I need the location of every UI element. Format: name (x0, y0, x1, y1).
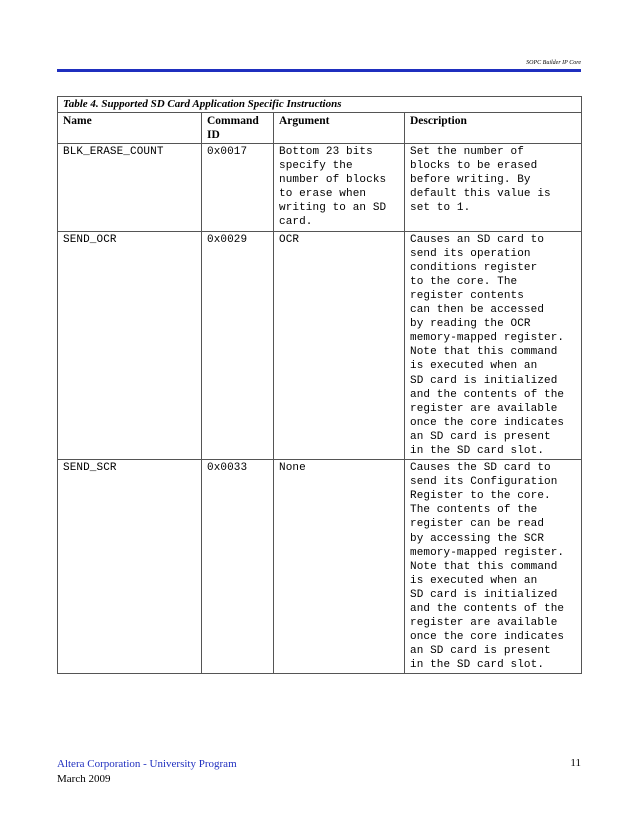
footer (57, 757, 237, 787)
cell-description: Causes the SD card to send its Configuration Register to the core. The contents of the register can be read by accessing the SCR memory-mapped register. Note that this command is executed when an SD card is initialized and the contents of the register are available once the core indicates an SD card is present in the SD card slot. (405, 460, 582, 674)
cell-description: Causes an SD card to send its operation conditions register to the core. The register contents can then be accessed by reading the OCR memory-mapped register. Note that this command is executed when an SD card is initialized and the contents of the register are available once the core indicates an SD card is present in the SD card slot. (405, 231, 582, 460)
table-header-row (58, 113, 582, 144)
cell-argument: OCR (274, 231, 405, 460)
footer-date: March 2009 (57, 773, 111, 785)
cell-argument: None (274, 460, 405, 674)
column-header-description: Description (405, 113, 582, 144)
table-row (58, 460, 582, 674)
table-row (58, 231, 582, 460)
cell-command-id: 0x0029 (202, 231, 274, 460)
cell-command-id: 0x0017 (202, 144, 274, 232)
cell-name: SEND_OCR (58, 231, 202, 460)
footer-organization: Altera Corporation - University Program (57, 758, 237, 770)
instructions-table (57, 96, 582, 674)
cell-name: BLK_ERASE_COUNT (58, 144, 202, 232)
column-header-name: Name (58, 113, 202, 144)
column-header-argument: Argument (274, 113, 405, 144)
column-header-command-id: Command ID (202, 113, 274, 144)
header-rule (57, 69, 581, 72)
cell-argument: Bottom 23 bits specify the number of blocks to erase when writing to an SD card. (274, 144, 405, 232)
page-number: 11 (570, 757, 581, 769)
cell-description: Set the number of blocks to be erased before writing. By default this value is set to 1. (405, 144, 582, 232)
cell-command-id: 0x0033 (202, 460, 274, 674)
running-header: SOPC Builder IP Core (526, 60, 581, 66)
table-row (58, 144, 582, 232)
cell-name: SEND_SCR (58, 460, 202, 674)
table-caption: Table 4. Supported SD Card Application Specific Instructions (58, 97, 582, 113)
table-caption-row (58, 97, 582, 113)
